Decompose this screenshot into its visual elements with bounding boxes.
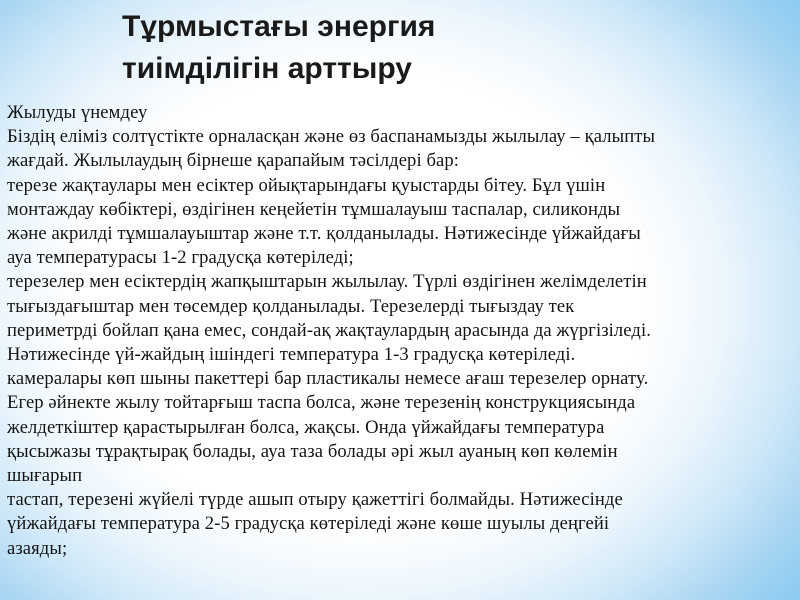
body-line: азаяды; (7, 537, 68, 559)
title-line: Тұрмыстағы энергия (122, 10, 436, 43)
body-line: камералары көп шыны пакеттері бар пластикалы немесе ағаш терезелер орнату. (7, 368, 649, 390)
body-line: тығыздағыштар мен төсемдер қолданылады. Терезелерді тығыздау тек (7, 295, 575, 317)
body-line: жағдай. Жылылаудың бірнеше қарапайым тәсілдері бар: (7, 150, 460, 172)
body-line: Егер әйнекте жылу тойтарғыш таспа болса, және терезенің конструкциясында (7, 392, 636, 414)
body-line: терезелер мен есіктердің жапқыштарын жылылау. Түрлі өздігінен желімделетін (7, 271, 647, 293)
body-line: желдеткіштер қарастырылған болса, жақсы. Онда үйжайдағы температура (7, 416, 605, 438)
body-line: ауа температурасы 1-2 градусқа көтеріледі; (7, 247, 354, 269)
body-line: үйжайдағы температура 2-5 градусқа көтеріледі және көше шуылы деңгейі (7, 513, 610, 535)
body-line: монтаждау көбіктері, өздігінен кеңейетін тұмшалауыш таспалар, силиконды (7, 198, 621, 220)
title-line: тиімділігін арттыру (122, 52, 412, 85)
slide-title (122, 6, 722, 90)
body-line: Нәтижесінде үй-жайдың ішіндегі температура 1-3 градусқа көтеріледі. (7, 344, 576, 366)
body-line-heading: Жылуды үнемдеу (7, 102, 148, 123)
body-line: терезе жақтаулары мен есіктер ойықтарындағы қуыстарды бітеу. Бұл үшін (7, 174, 606, 196)
body-line: тастап, терезені жүйелі түрде ашып отыру қажеттігі болмайды. Нәтижесінде (7, 489, 623, 511)
body-line: қысыжазы тұрақтырақ болады, ауа таза болады әрі жыл ауаның көп көлемін (7, 440, 618, 462)
body-line: периметрді бойлап қана емес, сондай-ақ жақтаулардың арасында да жүргізіледі. (7, 319, 651, 341)
body-line: және акрилді тұмшалауыштар және т.т. қолданылады. Нәтижесінде үйжайдағы (7, 223, 641, 245)
slide-body-text (7, 101, 797, 600)
body-line: шығарып (7, 465, 83, 487)
body-line: Біздің еліміз солтүстікте орналасқан және өз баспанамызды жылылау – қалыпты (7, 126, 656, 148)
